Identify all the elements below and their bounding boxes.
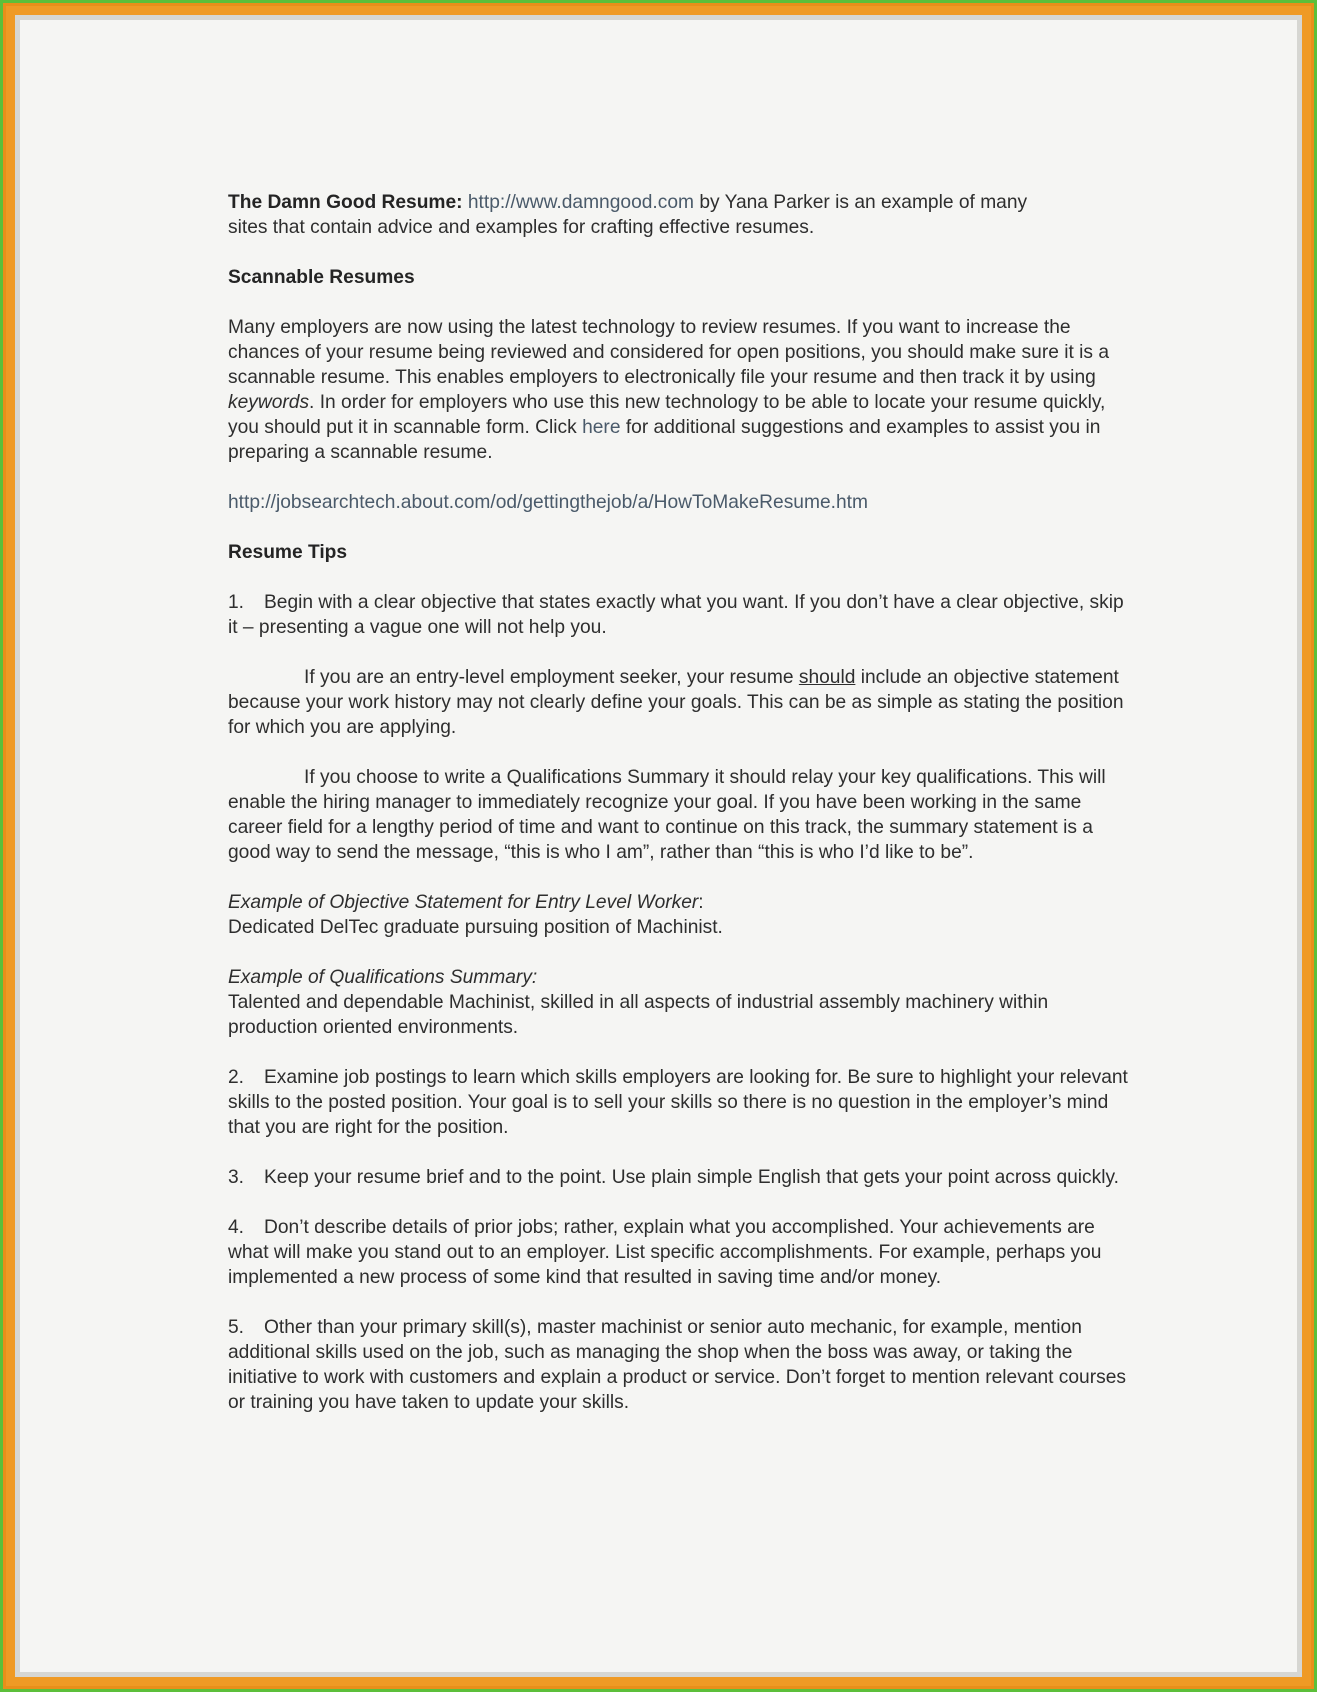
tip-1-number: 1.	[228, 592, 245, 613]
example-objective-label: Example of Objective Statement for Entry Level Worker	[228, 892, 699, 913]
example-qualifications-text: Talented and dependable Machinist, skilled in all aspects of industrial assembly machinery within production oriented environments.	[228, 992, 1049, 1038]
entry-level-text-b: include an objective statement because your work history may not clearly define your goals. This can be as simple as stating the position for which you are applying.	[228, 667, 1124, 738]
here-link[interactable]: here	[582, 417, 621, 438]
tip-5-number: 5.	[228, 1317, 245, 1338]
intro-paragraph	[228, 190, 1128, 240]
tip-2	[228, 1065, 1128, 1140]
tip-1-qualifications-paragraph: If you choose to write a Qualifications Summary it should relay your key qualifications. This will enable the hiring manager to immediately recognize your goal. If you have been working in the same career field for a lengthy period of time and want to continue on this track, the summary statement is a good way to send the message, “this is who I am”, rather than “this is who I’d like to be”.	[228, 767, 1106, 863]
tip-3	[228, 1165, 1128, 1190]
example-qualifications	[228, 965, 1128, 1040]
document-content	[228, 190, 1128, 1415]
tip-1	[228, 590, 1128, 640]
scannable-text-2: . In order for employers who use this new technology to be able to locate your resume quickly, you should put it in scannable form. Click	[228, 392, 1106, 438]
should-underlined: should	[798, 667, 856, 688]
intro-text-line2: sites that contain advice and examples for crafting effective resumes.	[228, 217, 815, 238]
tip-2-number: 2.	[228, 1067, 245, 1088]
tip-1-text: Begin with a clear objective that states exactly what you want. If you don’t have a clear objective, skip it – presenting a vague one will not help you.	[228, 592, 1124, 638]
example-qualifications-label: Example of Qualifications Summary:	[228, 967, 538, 988]
tip-2-text: Examine job postings to learn which skills employers are looking for. Be sure to highlight your relevant skills to the posted position. Your goal is to sell your skills so there is no question in the employer’s mind that you are right for the position.	[228, 1067, 1128, 1138]
tip-4	[228, 1215, 1128, 1290]
intro-url-link[interactable]: http://www.damngood.com	[467, 192, 694, 213]
tip-4-number: 4.	[228, 1217, 245, 1238]
tip-4-text: Don’t describe details of prior jobs; rather, explain what you accomplished. Your achievements are what will make you stand out to an employer. List specific accomplishments. For example, perhaps you implemented a new process of some kind that resulted in saving time and/or money.	[228, 1217, 1102, 1288]
tip-5	[228, 1315, 1128, 1415]
jobsearchtech-link[interactable]: http://jobsearchtech.about.com/od/gettingthejob/a/HowToMakeResume.htm	[228, 492, 868, 513]
example-objective-text: Dedicated DelTec graduate pursuing position of Machinist.	[228, 917, 723, 938]
entry-level-text-a: If you are an entry-level employment seeker, your resume	[304, 667, 799, 688]
scannable-text-1: Many employers are now using the latest technology to review resumes. If you want to increase the chances of your resume being reviewed and considered for open positions, you should make sure it is a scannable resume. This enables employers to electronically file your resume and then track it by using	[228, 317, 1109, 388]
tip-3-number: 3.	[228, 1167, 245, 1188]
document-page	[20, 20, 1297, 1672]
scannable-heading: Scannable Resumes	[228, 267, 415, 288]
tip-5-text: Other than your primary skill(s), master machinist or senior auto mechanic, for example, mention additional skills used on the job, such as managing the shop when the boss was away, or taking the initiative to work with customers and explain a product or service. Don’t forget to mention relevant courses or training you have taken to update your skills.	[228, 1317, 1126, 1413]
scannable-paragraph	[228, 315, 1128, 465]
tip-1-entry-level-paragraph	[228, 665, 1128, 740]
intro-title: The Damn Good Resume:	[228, 192, 463, 213]
tip-3-text: Keep your resume brief and to the point. Use plain simple English that gets your point across quickly.	[264, 1167, 1120, 1188]
example-objective	[228, 890, 1128, 940]
example-objective-colon: :	[698, 892, 704, 913]
intro-text-line1: by Yana Parker is an example of many	[694, 192, 1028, 213]
resume-tips-heading: Resume Tips	[228, 542, 348, 563]
keywords-emphasis: keywords	[228, 392, 310, 413]
scannable-text-3: for additional suggestions and examples to assist you in preparing a scannable resume.	[228, 417, 1101, 463]
